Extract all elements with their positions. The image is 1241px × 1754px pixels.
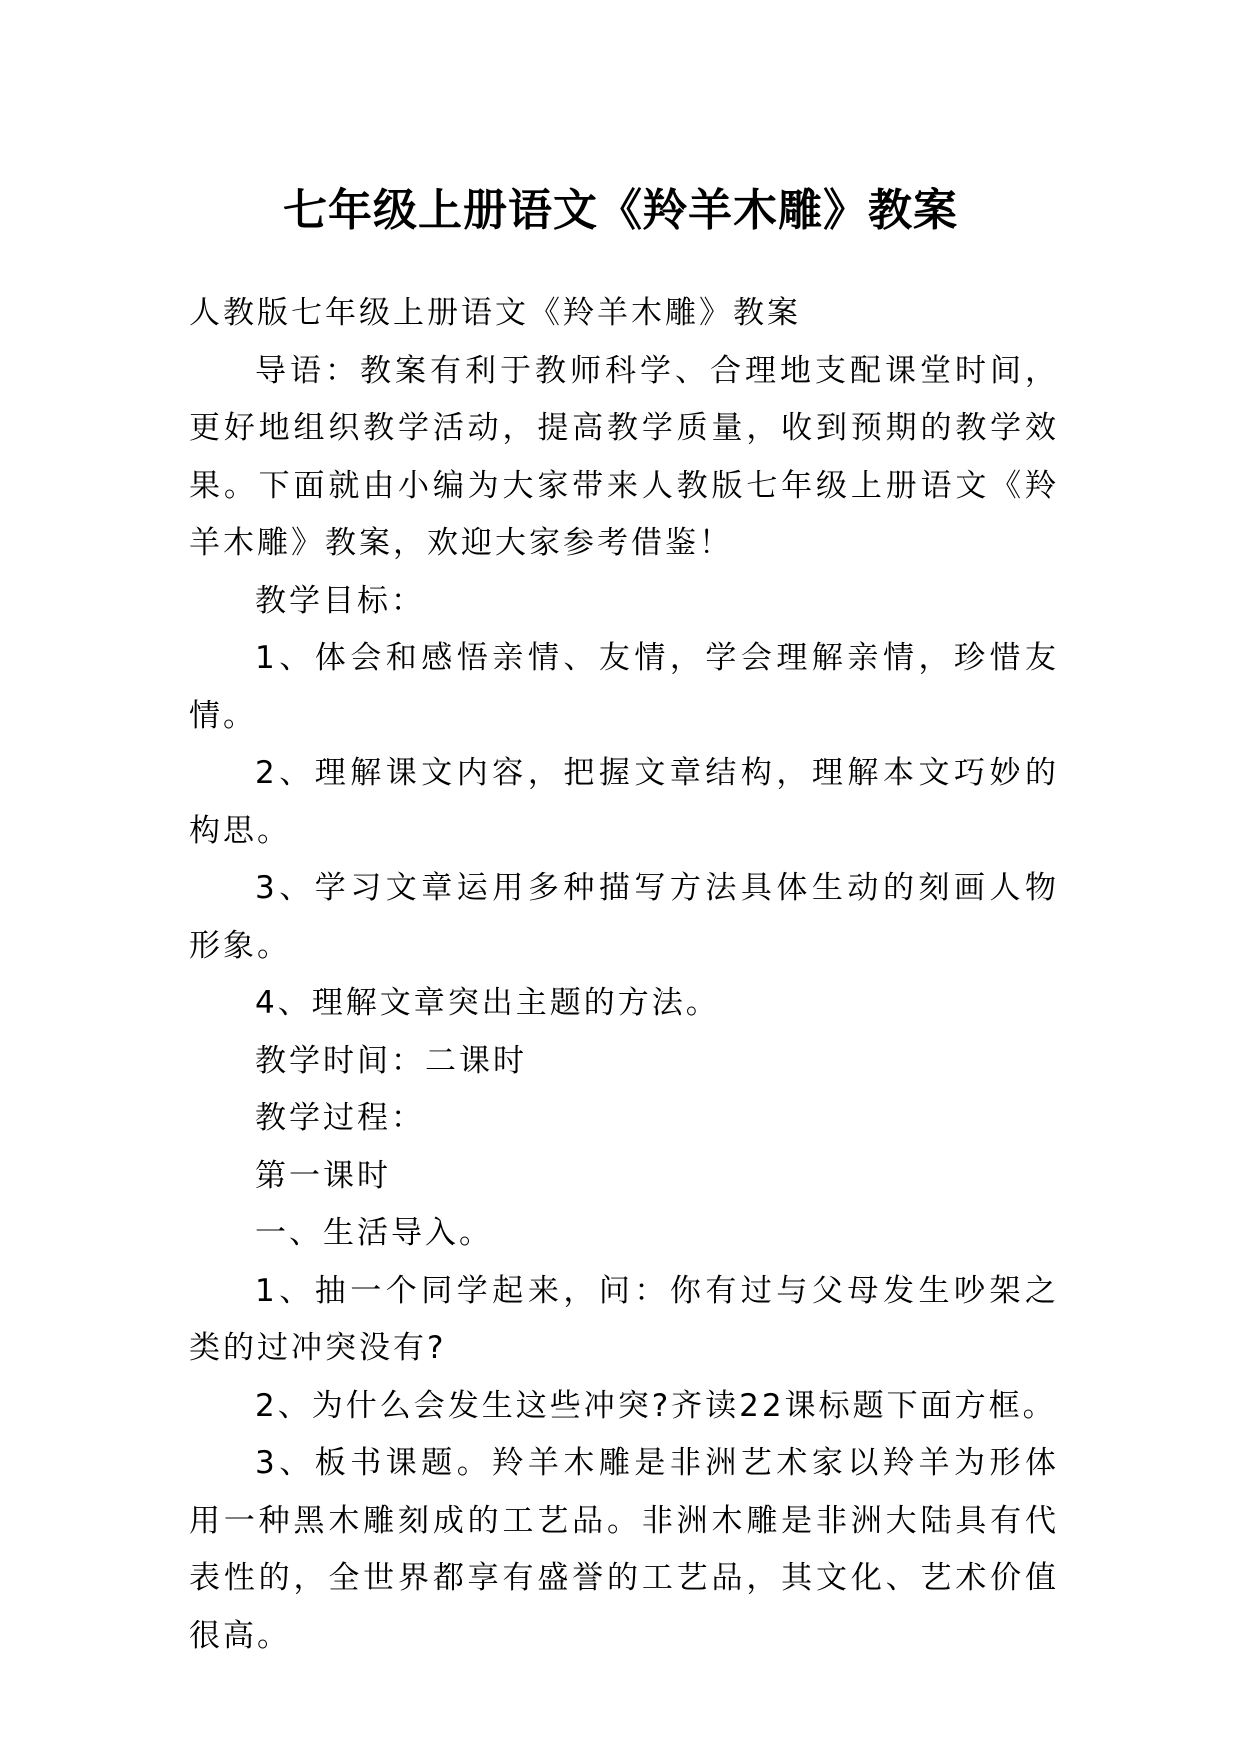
lesson-heading: 第一课时: [255, 1157, 391, 1194]
document-title: 七年级上册语文《羚羊木雕》教案: [283, 185, 958, 237]
goal-item: 2、理解课文内容，把握文章结构，理解本文巧妙的构思。: [189, 755, 1059, 849]
subtitle-paragraph: 人教版七年级上册语文《羚羊木雕》教案: [189, 295, 801, 331]
document-body: [189, 285, 1059, 1665]
goal-item: 4、理解文章突出主题的方法。: [255, 985, 720, 1021]
teaching-time: 教学时间：二课时: [255, 1042, 527, 1079]
intro-paragraph: 导语：教案有利于教师科学、合理地支配课堂时间，更好地组织教学活动，提高教学质量，收到预期的教学效果。下面就由小编为大家带来人教版七年级上册语文《羚羊木雕》教案，欢迎大家参考借鉴！: [189, 352, 1059, 561]
goal-item: 3、学习文章运用多种描写方法具体生动的刻画人物形象。: [189, 870, 1059, 964]
section-heading: 一、生活导入。: [255, 1215, 493, 1251]
process-item: 1、抽一个同学起来，问：你有过与父母发生吵架之类的过冲突没有?: [189, 1272, 1059, 1366]
goals-heading: 教学目标：: [255, 582, 425, 619]
process-item: 3、板书课题。羚羊木雕是非洲艺术家以羚羊为形体用一种黑木雕刻成的工艺品。非洲木雕是非洲大陆具有代表性的，全世界都享有盛誉的工艺品，其文化、艺术价值很高。: [189, 1445, 1059, 1654]
process-item: 2、为什么会发生这些冲突?齐读22课标题下面方框。: [255, 1387, 1057, 1424]
process-heading: 教学过程：: [255, 1100, 425, 1136]
goal-item: 1、体会和感悟亲情、友情，学会理解亲情，珍惜友情。: [189, 640, 1059, 734]
